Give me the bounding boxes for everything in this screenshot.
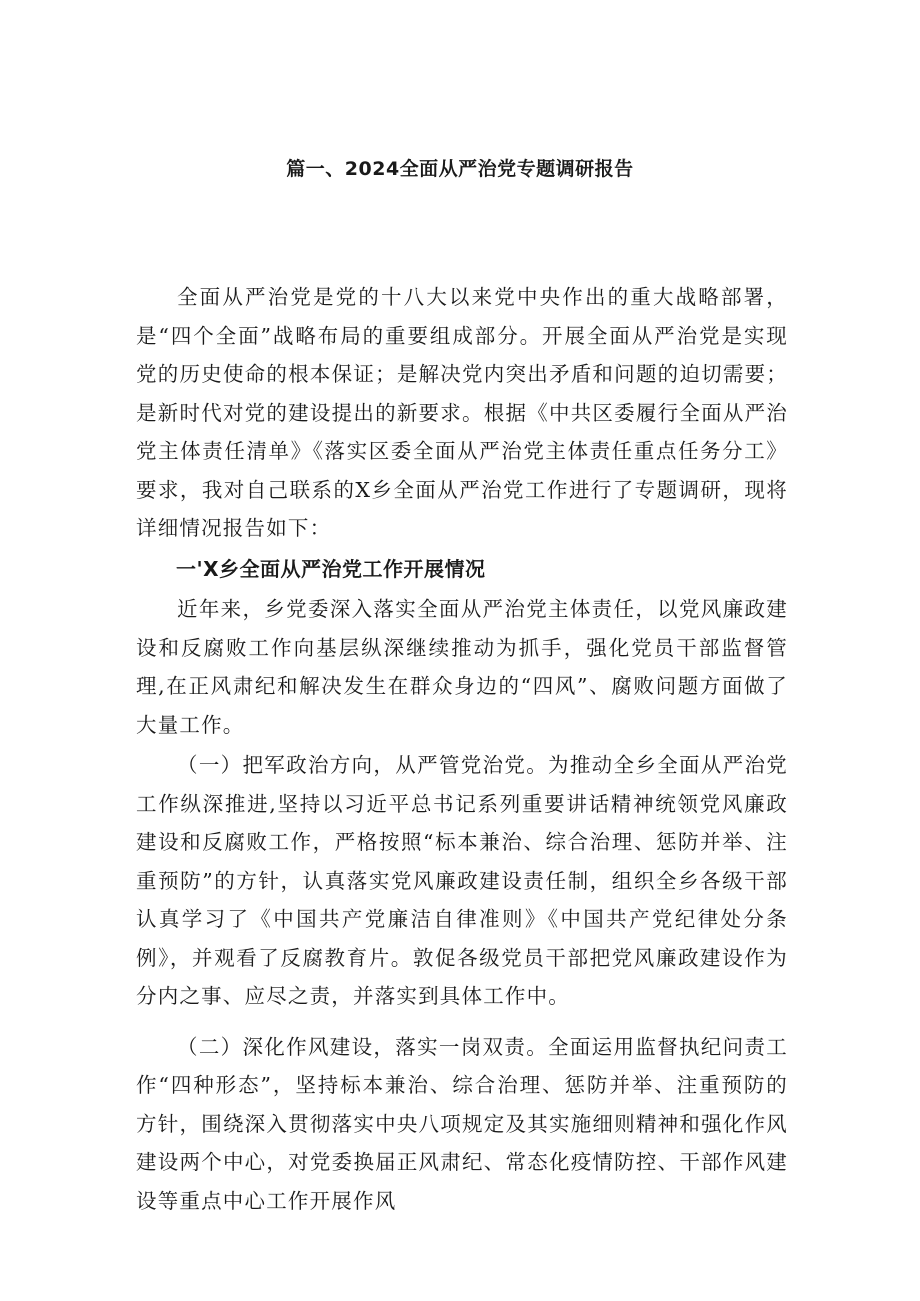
document-title: 篇一、2024全面从严治党专题调研报告 — [286, 158, 634, 180]
paragraph-overview: 近年来，乡党委深入落实全面从严治党主体责任，以党风廉政建设和反腐败工作向基层纵深继续推动为抓手，强化党员干部监督管理,在正风肃纪和解决发生在群众身边的“四风”、腐败问题方面做了大量工作。 — [136, 597, 788, 737]
paragraph-item-1: （一）把军政治方向，从严管党治党。为推动全乡全面从严治党工作纵深推进,坚持以习近平总书记系列重要讲话精神统领党风廉政建设和反腐败工作，严格按照“标本兼治、综合治理、惩防并举、注重预防”的方针，认真落实党风廉政建设责任制，组织全乡各级干部认真学习了《中国共产党廉洁自律准则》《中国共产党纪律处分条例》，并观看了反腐教育片。敦促各级党员干部把党风廉政建设作为分内之事、应尽之责，并落实到具体工作中。 — [136, 753, 788, 1008]
section-heading-1: 一'X乡全面从严治党工作开展情况 — [176, 556, 486, 581]
document-body — [136, 278, 788, 1220]
paragraph-intro: 全面从严治党是党的十八大以来党中央作出的重大战略部署，是“四个全面”战略布局的重要组成部分。开展全面从严治党是实现党的历史使命的根本保证；是解决党内突出矛盾和问题的迫切需要；是新时代对党的建设提出的新要求。根据《中共区委履行全面从严治党主体责任清单》《落实区委全面从严治党主体责任重点任务分工》要求，我对自己联系的X乡全面从严治党工作进行了专题调研，现将详细情况报告如下： — [136, 285, 788, 540]
paragraph-item-2: （二）深化作风建设，落实一岗双责。全面运用监督执纪问责工作“四种形态”，坚持标本兼治、综合治理、惩防并举、注重预防的方针，围绕深入贯彻落实中央八项规定及其实施细则精神和强化作风建设两个中心，对党委换届正风肃纪、常态化疫情防控、干部作风建设等重点中心工作开展作风 — [136, 1034, 788, 1213]
